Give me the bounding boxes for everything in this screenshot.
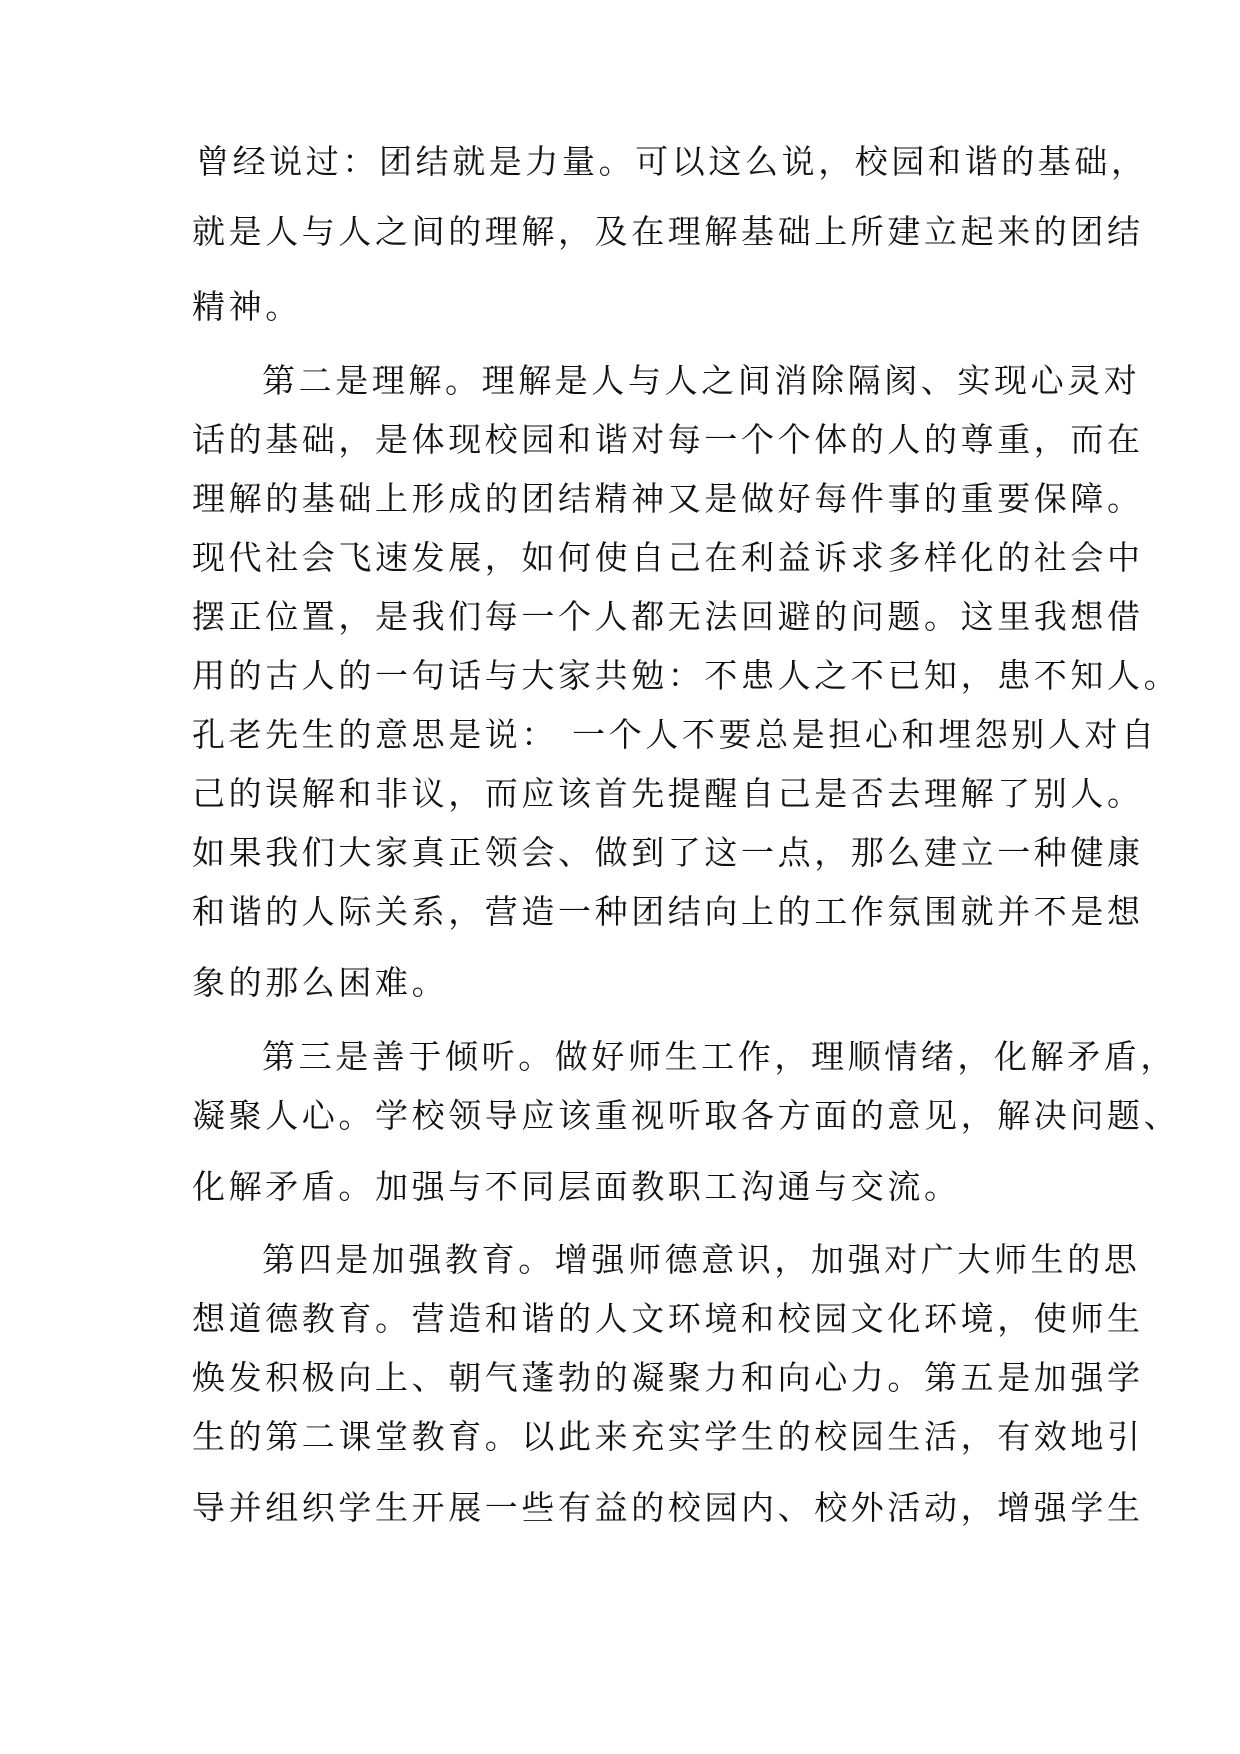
text-line: 现代社会飞速发展，如何使自己在利益诉求多样化的社会中 bbox=[192, 538, 1144, 577]
text-line: 焕发积极向上、朝气蓬勃的凝聚力和向心力。第五是加强学 bbox=[192, 1358, 1144, 1397]
text-line: 孔老先生的意思是说： 一个人不要总是担心和埋怨别人对自 bbox=[192, 715, 1158, 754]
text-line: 精神。 bbox=[192, 287, 302, 326]
text-line: 化解矛盾。加强与不同层面教职工沟通与交流。 bbox=[192, 1167, 961, 1206]
text-line: 话的基础，是体现校园和谐对每一个个体的人的尊重，而在 bbox=[192, 420, 1144, 459]
text-line: 理解的基础上形成的团结精神又是做好每件事的重要保障。 bbox=[192, 479, 1144, 518]
text-line: 己的误解和非议，而应该首先提醒自己是否去理解了别人。 bbox=[192, 774, 1144, 813]
text-line: 和谐的人际关系，营造一种团结向上的工作氛围就并不是想 bbox=[192, 892, 1144, 931]
text-line: 导并组织学生开展一些有益的校园内、校外活动，增强学生 bbox=[192, 1488, 1144, 1527]
text-line: 用的古人的一句话与大家共勉：不患人之不已知，患不知人。 bbox=[192, 656, 1181, 695]
text-line: 就是人与人之间的理解，及在理解基础上所建立起来的团结 bbox=[192, 212, 1144, 251]
text-line: 摆正位置，是我们每一个人都无法回避的问题。这里我想借 bbox=[192, 597, 1144, 636]
text-line: 生的第二课堂教育。以此来充实学生的校园生活，有效地引 bbox=[192, 1417, 1144, 1456]
text-line: 如果我们大家真正领会、做到了这一点，那么建立一种健康 bbox=[192, 833, 1144, 872]
text-line: 曾经说过：团结就是力量。可以这么说，校园和谐的基础， bbox=[196, 142, 1148, 181]
text-line: 象的那么困难。 bbox=[192, 963, 449, 1002]
text-line: 第二是理解。理解是人与人之间消除隔阂、实现心灵对 bbox=[262, 361, 1141, 400]
text-line: 想道德教育。营造和谐的人文环境和校园文化环境，使师生 bbox=[192, 1299, 1144, 1338]
text-line: 第四是加强教育。增强师德意识，加强对广大师生的思 bbox=[262, 1240, 1141, 1279]
text-line: 凝聚人心。学校领导应该重视听取各方面的意见，解决问题、 bbox=[192, 1096, 1181, 1135]
text-line: 第三是善于倾听。做好师生工作，理顺情绪，化解矛盾， bbox=[262, 1037, 1177, 1076]
